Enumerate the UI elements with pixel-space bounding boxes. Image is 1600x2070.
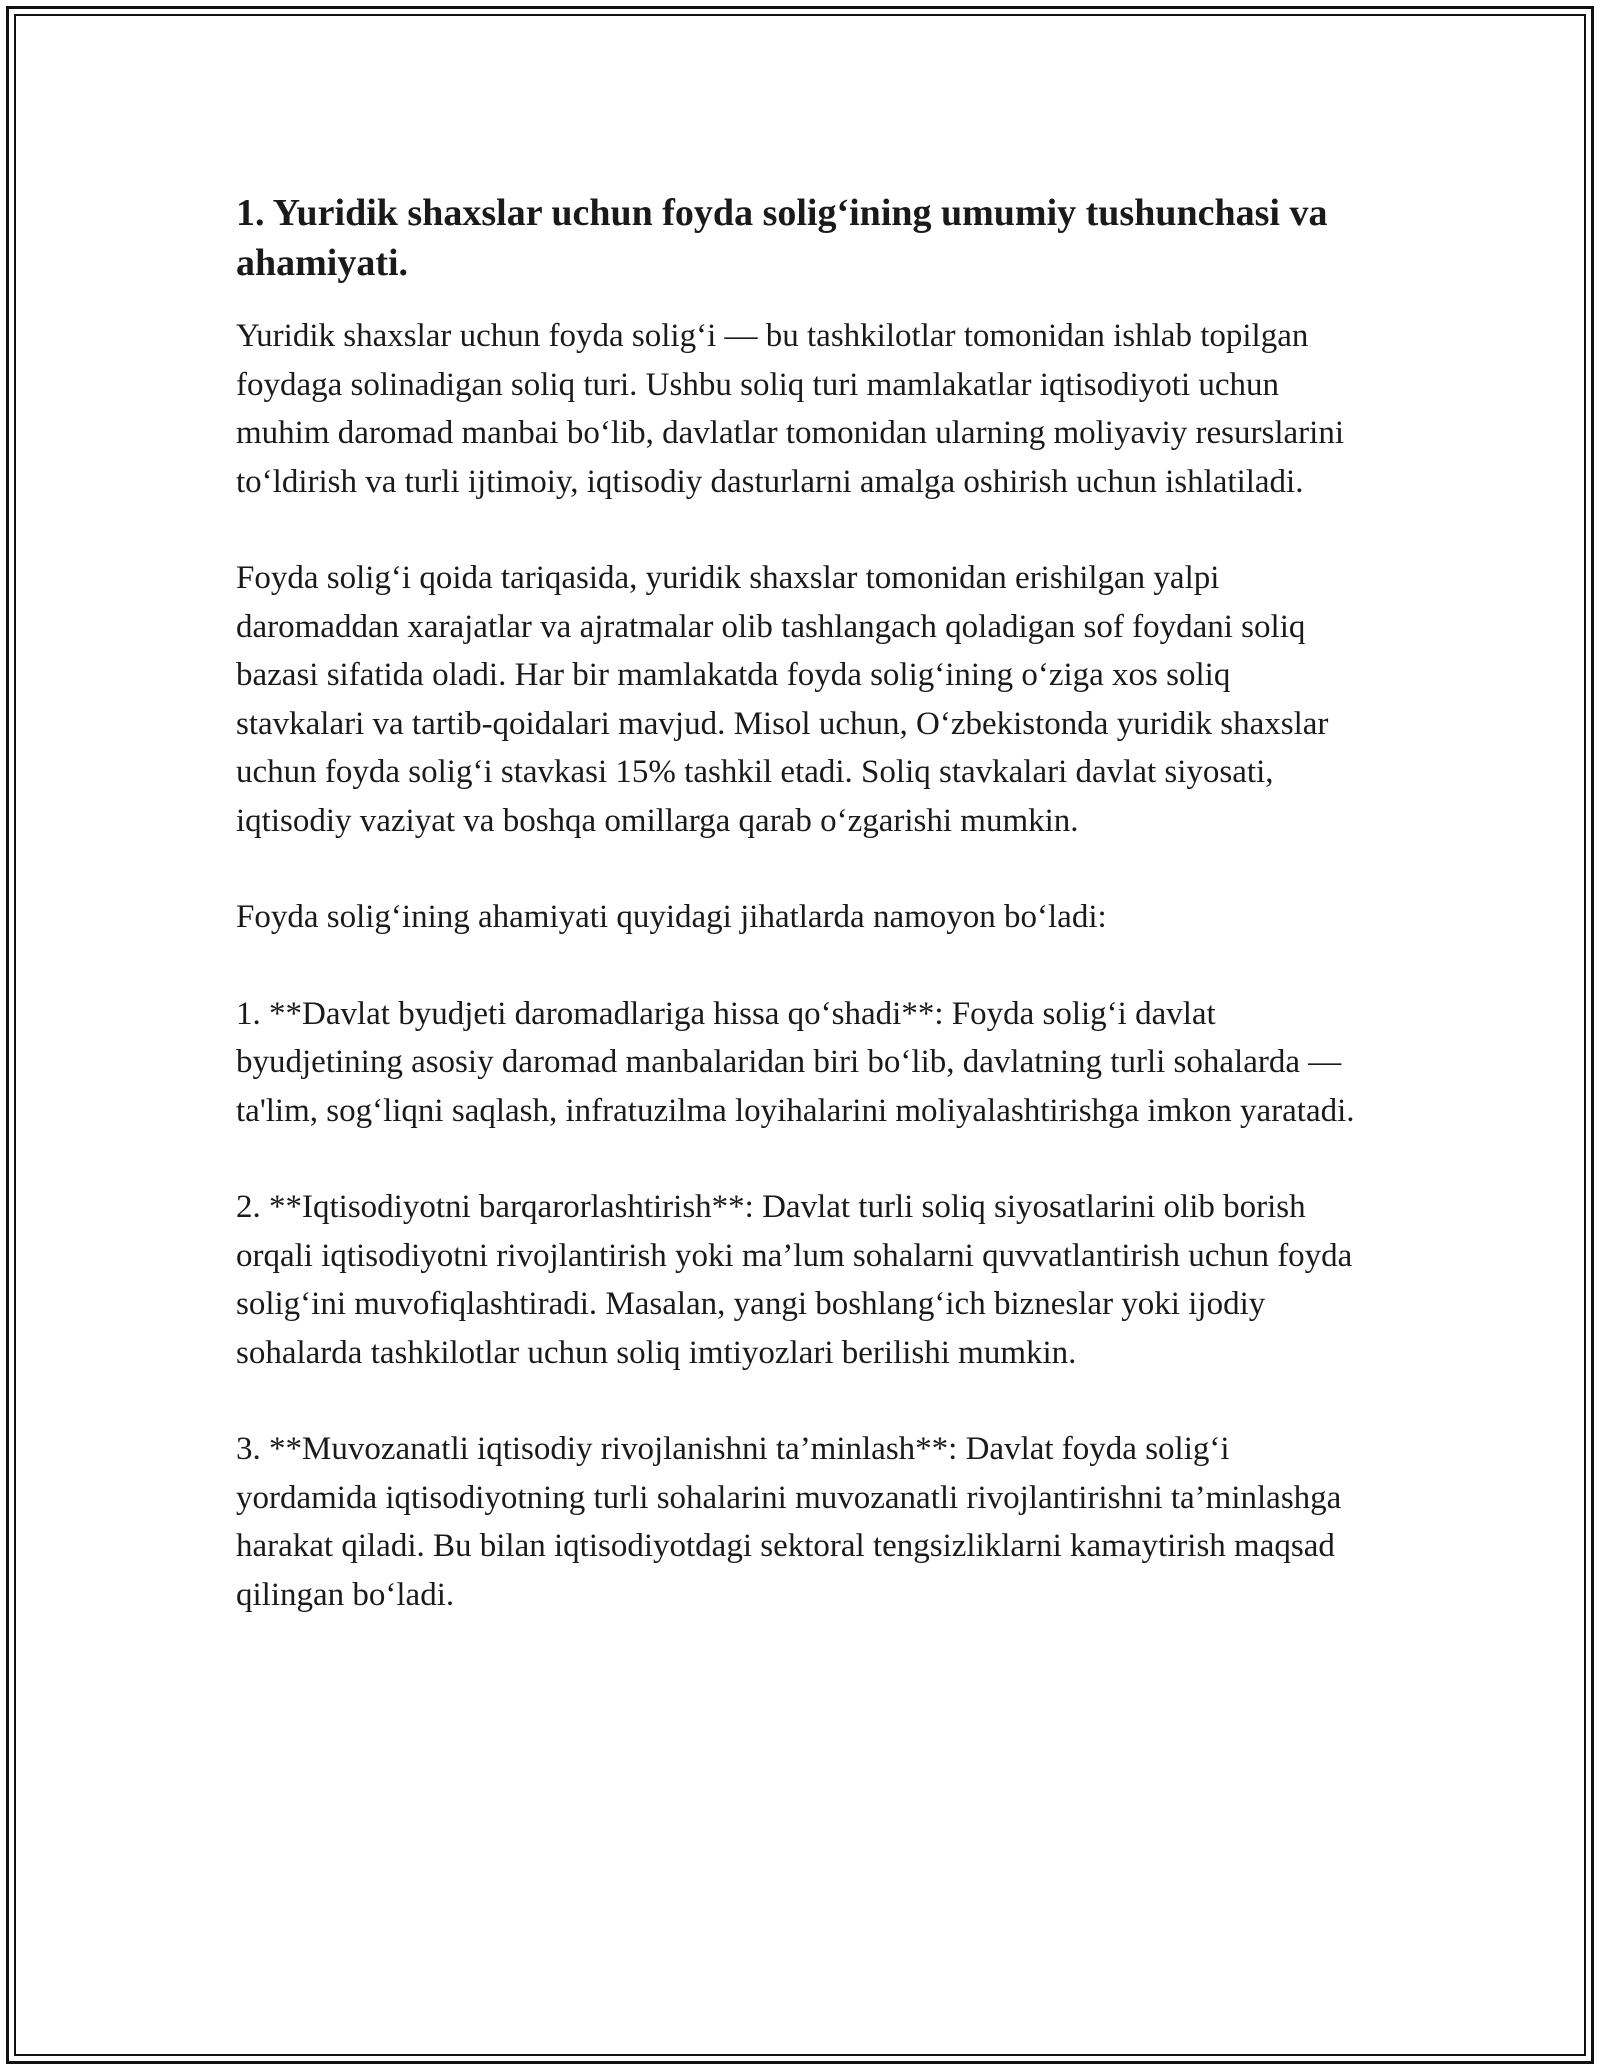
importance-intro-paragraph: Foyda solig‘ining ahamiyati quyidagi jihatlarda namoyon bo‘ladi:: [236, 899, 1107, 935]
list-item-budget: 1. **Davlat byudjeti daromadlariga hissa qo‘shadi**: Foyda solig‘i davlat byudjetining asosiy daromad manbalaridan biri bo‘lib, davlatning turli sohalarda — ta'lim, sog‘liqni saqlash, infratuzilma loyihalarini moliyalashtirishga imkon yaratadi.: [236, 995, 1355, 1129]
list-item-stabilization: 2. **Iqtisodiyotni barqarorlashtirish**: Davlat turli soliq siyosatlarini olib borish orqali iqtisodiyotni rivojlantirish yoki ma’lum sohalarni quvvatlantirish uchun foyda solig‘ini muvofiqlashtiradi. Masalan, yangi boshlang‘ich bizneslar yoki ijodiy sohalarda tashkilotlar uchun soliq imtiyozlari berilishi mumkin.: [236, 1189, 1353, 1371]
document-body: [236, 188, 1366, 1667]
section-heading: 1. Yuridik shaxslar uchun foyda solig‘ining umumiy tushunchasi va ahamiyati.: [236, 192, 1328, 284]
tax-base-paragraph: Foyda solig‘i qoida tariqasida, yuridik shaxslar tomonidan erishilgan yalpi daromaddan xarajatlar va ajratmalar olib tashlangach qoladigan sof foydani soliq bazasi sifatida oladi. Har bir mamlakatda foyda solig‘ining o‘ziga xos soliq stavkalari va tartib-qoidalari mavjud. Misol uchun, O‘zbekistonda yuridik shaxslar uchun foyda solig‘i stavkasi 15% tashkil etadi. Soliq stavkalari davlat siyosati, iqtisodiy vaziyat va boshqa omillarga qarab o‘zgarishi mumkin.: [236, 560, 1329, 839]
list-item-balanced-development: 3. **Muvozanatli iqtisodiy rivojlanishni ta’minlash**: Davlat foyda solig‘i yordamida iqtisodiyotning turli sohalarini muvozanatli rivojlantirishni ta’minlashga harakat qiladi. Bu bilan iqtisodiyotdagi sektoral tengsizliklarni kamaytirish maqsad qilingan bo‘ladi.: [236, 1431, 1342, 1613]
intro-paragraph: Yuridik shaxslar uchun foyda solig‘i — bu tashkilotlar tomonidan ishlab topilgan foydaga solinadigan soliq turi. Ushbu soliq turi mamlakatlar iqtisodiyoti uchun muhim daromad manbai bo‘lib, davlatlar tomonidan ularning moliyaviy resurslarini to‘ldirish va turli ijtimoiy, iqtisodiy dasturlarni amalga oshirish uchun ishlatiladi.: [236, 318, 1344, 500]
